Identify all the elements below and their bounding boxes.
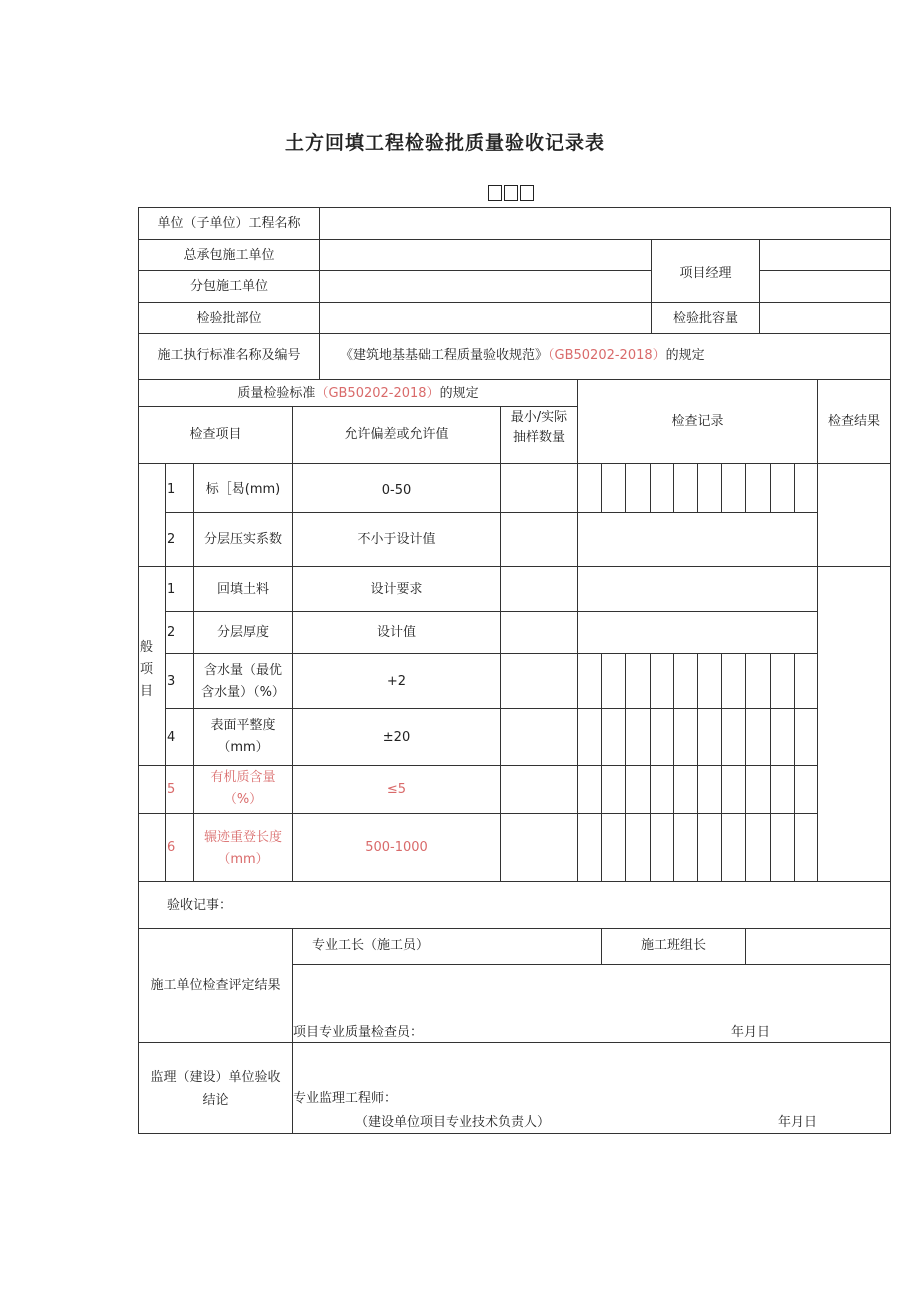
general-item-5-name-line2: （%） xyxy=(223,792,263,808)
project-manager-field[interactable] xyxy=(760,240,890,270)
allowed-deviation-header: 允许偏差或允许值 xyxy=(344,427,449,442)
general-item-6-name xyxy=(194,827,292,871)
project-name-label: 单位（子单位）工程名称 xyxy=(157,216,301,231)
construction-result-label: 施工单位检查评定结果 xyxy=(150,978,281,993)
supervision-date-label: 年月日 xyxy=(778,1115,818,1130)
standard-name: 《建筑地基基础工程质量验收规范》 xyxy=(340,348,549,363)
general-item-2-value: 设计值 xyxy=(376,625,416,640)
check-record-header: 检查记录 xyxy=(671,414,724,429)
general-item-6-value: 500-1000 xyxy=(365,840,428,855)
inspection-capacity-label: 检验批容量 xyxy=(672,311,738,326)
team-leader-label: 施工班组长 xyxy=(640,938,706,953)
general-item-5-name xyxy=(194,767,292,811)
project-manager-label: 项目经理 xyxy=(679,266,732,281)
min-sample-line1: 最小/实际 xyxy=(510,410,568,425)
inspection-capacity-field[interactable] xyxy=(760,303,890,333)
general-item-4-name-line2: （mm） xyxy=(217,740,269,756)
foreman-label: 专业工长（施工员） xyxy=(312,938,430,953)
general-item-2-name: 分层厚度 xyxy=(216,625,269,640)
min-sample-header xyxy=(501,408,577,448)
general-item-1-value: 设计要求 xyxy=(370,582,423,597)
quality-standard-prefix: 质量检验标准 xyxy=(237,386,316,401)
standard-label: 施工执行标准名称及编号 xyxy=(157,348,301,363)
code-box-icon xyxy=(504,185,518,201)
main-item-1-value: 0-50 xyxy=(381,483,412,498)
main-item-2-name: 分层压实系数 xyxy=(203,532,282,547)
main-item-2-no: 2 xyxy=(167,532,176,547)
general-item-1-no: 1 xyxy=(167,582,176,597)
general-item-6-no: 6 xyxy=(167,840,176,855)
construction-date-label: 年月日 xyxy=(731,1025,771,1040)
check-result-header: 检查结果 xyxy=(827,414,880,429)
main-item-1-name: 标［曷(mm) xyxy=(205,482,281,497)
supervision-label-line1: 监理（建设）单位验收 xyxy=(150,1070,281,1085)
standard-value xyxy=(340,346,885,366)
general-item-3-name xyxy=(194,660,292,704)
supervision-label-line2: 结论 xyxy=(202,1093,229,1109)
record-code xyxy=(488,183,536,201)
general-item-5-no: 5 xyxy=(167,782,176,797)
quality-standard-heading xyxy=(139,384,577,404)
standard-code: （GB50202-2018） xyxy=(548,348,666,363)
general-item-1-name: 回填土料 xyxy=(216,582,269,597)
acceptance-note-label: 验收记事： xyxy=(167,898,233,913)
min-sample-line2: 抽样数量 xyxy=(512,430,565,446)
page-title: 土方回填工程检验批质量验收记录表 xyxy=(284,132,605,154)
general-contractor-label: 总承包施工单位 xyxy=(183,248,275,263)
check-item-header: 检查项目 xyxy=(189,427,242,442)
general-label-char: 般 xyxy=(140,640,154,655)
general-label-char: 项 xyxy=(140,662,154,677)
quality-standard-code: （GB50202-2018） xyxy=(315,386,440,401)
general-item-5-name-line1: 有机质含量 xyxy=(210,770,276,785)
general-item-4-value: ±20 xyxy=(382,730,411,745)
project-name-field[interactable] xyxy=(320,208,890,239)
sub-contractor-field[interactable] xyxy=(320,271,651,302)
quality-standard-suffix: 的规定 xyxy=(439,386,479,401)
inspection-part-field[interactable] xyxy=(320,303,651,333)
general-item-5-value: ≤5 xyxy=(386,782,407,797)
general-item-3-value: +2 xyxy=(386,674,407,689)
sub-contractor-label: 分包施工单位 xyxy=(189,279,268,294)
general-item-6-name-line2: （mm） xyxy=(217,852,269,868)
general-item-3-no: 3 xyxy=(167,674,176,689)
general-item-6-name-line1: 辗迹重登长度 xyxy=(203,830,282,845)
general-label-char: 目 xyxy=(140,684,154,699)
general-item-3-name-line2: 含水量）（%） xyxy=(201,685,285,701)
code-box-icon xyxy=(520,185,534,201)
owner-representative-label: （建设单位项目专业技术负责人） xyxy=(355,1115,551,1130)
general-items-label xyxy=(140,637,160,703)
supervision-engineer-label: 专业监理工程师： xyxy=(293,1091,398,1106)
main-item-1-no: 1 xyxy=(167,482,176,497)
quality-inspector-label: 项目专业质量检查员： xyxy=(293,1025,424,1040)
general-item-2-no: 2 xyxy=(167,625,176,640)
general-item-4-name-line1: 表面平整度 xyxy=(210,718,276,733)
standard-suffix: 的规定 xyxy=(665,348,705,363)
main-item-2-value: 不小于设计值 xyxy=(357,532,436,547)
team-leader-field[interactable] xyxy=(746,929,890,964)
general-contractor-field[interactable] xyxy=(320,240,651,270)
general-item-3-name-line1: 含水量（最优 xyxy=(203,663,282,678)
supervision-label xyxy=(139,1066,292,1113)
code-box-icon xyxy=(488,185,502,201)
general-item-4-name xyxy=(194,715,292,759)
inspection-part-label: 检验批部位 xyxy=(196,311,262,326)
general-item-4-no: 4 xyxy=(167,730,176,745)
